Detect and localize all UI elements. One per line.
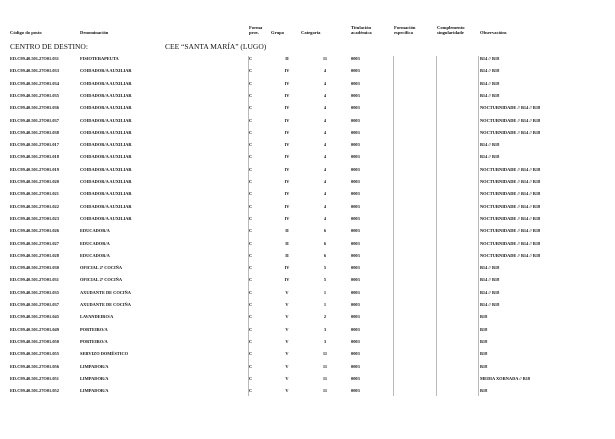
row-forma: C	[249, 117, 253, 123]
row-forma: C	[249, 338, 253, 344]
row-code: ED.C99.40.501.27O01.019	[10, 166, 59, 172]
table-row	[0, 179, 615, 191]
row-code: ED.C99.40.501.27O01.021	[10, 191, 59, 197]
row-categoria: 4	[323, 80, 327, 86]
row-categoria: 4	[323, 105, 327, 111]
row-denominacion: COIDADOR/A AUXILIAR	[80, 68, 132, 74]
row-observacions: MEDIA XORNADA // B18	[480, 375, 531, 381]
section-center-name: CEE “SANTA MARÍA” (LUGO)	[165, 42, 267, 51]
row-grupo: IV	[284, 142, 290, 148]
row-titulacion: 0003	[351, 228, 360, 234]
row-denominacion: EDUCADOR/A	[80, 252, 110, 258]
row-categoria: 4	[323, 215, 327, 221]
header-complemento-singularidade: singularidade	[437, 30, 464, 35]
row-forma: C	[249, 314, 253, 320]
row-forma: C	[249, 191, 253, 197]
row-forma: C	[249, 351, 253, 357]
row-observacions: B14 // B18	[480, 302, 500, 307]
row-grupo: IV	[284, 68, 290, 74]
row-observacions: B14 // B18	[480, 80, 500, 86]
row-titulacion: 0003	[351, 289, 360, 295]
row-forma: C	[249, 129, 253, 135]
row-titulacion: 0003	[351, 351, 360, 357]
row-grupo: IV	[284, 203, 290, 209]
table-row	[0, 364, 615, 376]
header-formacion-especifica: específica	[394, 30, 413, 35]
row-observacions: B14 // B18	[480, 289, 500, 295]
table-row	[0, 105, 615, 117]
row-grupo: V	[285, 351, 289, 357]
row-code: ED.C99.40.501.27O01.056	[10, 363, 59, 369]
row-forma: C	[249, 289, 253, 295]
row-code: ED.C99.40.501.27O01.050	[10, 338, 59, 344]
row-denominacion: EDUCADOR/A	[80, 240, 110, 246]
table-row	[0, 56, 615, 68]
row-titulacion: 0003	[351, 338, 360, 344]
row-categoria: 6	[323, 240, 327, 246]
header-categoria: Categoría	[301, 30, 321, 35]
row-titulacion: 0003	[351, 142, 360, 148]
row-observacions: NOCTURNIDADE // B14 // B18	[480, 117, 541, 123]
row-code: ED.C99.40.501.27O01.049	[10, 326, 59, 332]
row-grupo: II	[285, 228, 289, 234]
row-denominacion: COIDADOR/A AUXILIAR	[80, 191, 132, 197]
row-categoria: 2	[323, 314, 327, 320]
row-titulacion: 0003	[351, 105, 360, 111]
table-row	[0, 241, 615, 253]
table-row	[0, 167, 615, 179]
row-denominacion: LIMPADOR/A	[80, 388, 109, 394]
row-categoria: 11	[322, 388, 328, 394]
header-grupo: Grupo	[271, 30, 285, 35]
row-titulacion: 0003	[351, 129, 360, 135]
row-denominacion: COIDADOR/A AUXILIAR	[80, 80, 132, 86]
row-categoria: 4	[323, 166, 327, 172]
row-denominacion: COIDADOR/A AUXILIAR	[80, 129, 132, 135]
row-titulacion: 0003	[351, 166, 360, 172]
row-categoria: 4	[323, 203, 327, 209]
row-categoria: 3	[323, 338, 327, 344]
row-code: ED.C99.40.501.27O01.036	[10, 105, 59, 111]
row-grupo: IV	[284, 215, 290, 221]
row-observacions: B14 // B18	[480, 265, 500, 271]
row-forma: C	[249, 277, 253, 283]
row-titulacion: 0003	[351, 314, 360, 320]
table-row	[0, 228, 615, 240]
row-forma: C	[249, 56, 253, 61]
row-titulacion: 0003	[351, 265, 360, 271]
row-code: ED.C99.40.501.27O01.038	[10, 129, 59, 135]
row-denominacion: OFICIAL 2ª COCIÑA	[80, 265, 123, 271]
row-titulacion: 0003	[351, 117, 360, 123]
row-code: ED.C99.40.501.27O01.023	[10, 215, 59, 221]
header-codigo: Código do posto	[10, 30, 42, 35]
row-denominacion: EDUCADOR/A	[80, 228, 110, 234]
row-categoria: 1	[323, 302, 327, 307]
row-denominacion: COIDADOR/A AUXILIAR	[80, 105, 132, 111]
row-observacions: NOCTURNIDADE // B14 // B18	[480, 179, 541, 184]
row-observacions: NOCTURNIDADE // B14 // B18	[480, 166, 541, 172]
row-observacions: B14 // B18	[480, 154, 500, 160]
row-forma: C	[249, 252, 253, 258]
row-denominacion: AXUDANTE DE COCIÑA	[80, 289, 131, 295]
row-categoria: 4	[323, 142, 327, 148]
row-forma: C	[249, 203, 253, 209]
header-forma: Forma	[249, 25, 263, 30]
table-row	[0, 290, 615, 302]
row-titulacion: 0003	[351, 326, 360, 332]
header-forma-prov: prov.	[249, 30, 259, 35]
row-titulacion: 0003	[351, 68, 360, 74]
row-categoria: 5	[323, 265, 327, 271]
row-observacions: B14 // B18	[480, 142, 500, 148]
header-titulacion-academica: académica	[351, 30, 372, 35]
row-code: ED.C99.40.501.27O01.051	[10, 375, 59, 381]
header-titulacion: Titulación	[351, 25, 372, 30]
row-grupo: V	[285, 326, 289, 332]
row-titulacion: 0003	[351, 179, 360, 184]
header-complemento: Complemento	[437, 25, 465, 30]
row-observacions: NOCTURNIDADE // B14 // B18	[480, 228, 541, 234]
table-row	[0, 376, 615, 388]
row-code: ED.C99.40.501.27O01.045	[10, 314, 59, 320]
table-row	[0, 81, 615, 93]
row-categoria: 11	[322, 56, 328, 61]
row-code: ED.C99.40.501.27O01.027	[10, 240, 59, 246]
row-denominacion: COIDADOR/A AUXILIAR	[80, 215, 132, 221]
row-observacions: B14 // B18	[480, 68, 500, 74]
row-titulacion: 0003	[351, 363, 360, 369]
row-grupo: II	[285, 240, 289, 246]
row-observacions: B18	[480, 338, 488, 344]
row-grupo: IV	[284, 80, 290, 86]
row-code: ED.C99.40.501.27O01.035	[10, 289, 59, 295]
row-code: ED.C99.40.501.27O01.034	[10, 80, 59, 86]
row-grupo: II	[285, 56, 289, 61]
row-titulacion: 0003	[351, 277, 360, 283]
row-categoria: 1	[323, 289, 327, 295]
row-categoria: 4	[323, 154, 327, 160]
row-denominacion: OFICIAL 2ª COCIÑA	[80, 277, 123, 283]
row-categoria: 11	[322, 363, 328, 369]
table-row	[0, 216, 615, 228]
row-grupo: IV	[284, 129, 290, 135]
row-forma: C	[249, 388, 253, 394]
row-grupo: V	[285, 363, 289, 369]
row-grupo: V	[285, 302, 289, 307]
row-code: ED.C99.40.501.27O01.028	[10, 252, 59, 258]
row-grupo: IV	[284, 191, 290, 197]
row-forma: C	[249, 375, 253, 381]
row-denominacion: AXUDANTE DE COCIÑA	[80, 302, 131, 307]
table-row	[0, 154, 615, 166]
table-row	[0, 351, 615, 363]
row-titulacion: 0003	[351, 302, 360, 307]
row-code: ED.C99.40.501.27O01.037	[10, 117, 59, 123]
row-forma: C	[249, 228, 253, 234]
row-titulacion: 0003	[351, 80, 360, 86]
row-grupo: IV	[284, 265, 290, 271]
row-observacions: NOCTURNIDADE // B14 // B18	[480, 215, 541, 221]
row-titulacion: 0003	[351, 56, 360, 61]
row-forma: C	[249, 326, 253, 332]
row-denominacion: COIDADOR/A AUXILIAR	[80, 166, 132, 172]
row-categoria: 5	[323, 277, 327, 283]
row-observacions: B18	[480, 326, 488, 332]
row-forma: C	[249, 105, 253, 111]
table-row	[0, 277, 615, 289]
table-row	[0, 265, 615, 277]
table-row	[0, 327, 615, 339]
row-categoria: 4	[323, 129, 327, 135]
row-grupo: IV	[284, 105, 290, 111]
row-forma: C	[249, 142, 253, 148]
table-row	[0, 130, 615, 142]
row-denominacion: COIDADOR/A AUXILIAR	[80, 142, 132, 148]
header-formacion: Formación	[394, 25, 416, 30]
row-code: ED.C99.40.501.27O01.018	[10, 154, 59, 160]
row-forma: C	[249, 240, 253, 246]
row-categoria: 3	[323, 326, 327, 332]
row-categoria: 4	[323, 191, 327, 197]
row-categoria: 6	[323, 228, 327, 234]
table-row	[0, 93, 615, 105]
row-titulacion: 0003	[351, 191, 360, 197]
row-grupo: IV	[284, 277, 290, 283]
row-denominacion: COIDADOR/A AUXILIAR	[80, 203, 132, 209]
row-denominacion: PORTEIRO/A	[80, 338, 108, 344]
row-forma: C	[249, 68, 253, 74]
row-categoria: 4	[323, 68, 327, 74]
row-categoria: 4	[323, 92, 327, 98]
row-titulacion: 0003	[351, 252, 360, 258]
row-denominacion: SERVIZO DOMÉSTICO	[80, 351, 129, 357]
row-observacions: NOCTURNIDADE // B14 // B18	[480, 240, 541, 246]
row-denominacion: COIDADOR/A AUXILIAR	[80, 92, 132, 98]
row-observacions: NOCTURNIDADE // B14 // B18	[480, 252, 541, 258]
table-row	[0, 314, 615, 326]
row-categoria: 4	[323, 179, 327, 184]
row-observacions: B18	[480, 314, 488, 320]
row-code: ED.C99.40.501.27O01.026	[10, 228, 59, 234]
row-denominacion: LAVANDEIRO/A	[80, 314, 114, 320]
row-forma: C	[249, 154, 253, 160]
row-titulacion: 0003	[351, 375, 360, 381]
row-observacions: B18	[480, 388, 488, 394]
row-observacions: B18	[480, 351, 488, 357]
section-label: CENTRO DE DESTINO:	[10, 42, 88, 51]
row-code: ED.C99.40.501.27O01.052	[10, 388, 59, 394]
row-observacions: NOCTURNIDADE // B14 // B18	[480, 191, 541, 197]
row-code: ED.C99.40.501.27O01.055	[10, 351, 59, 357]
row-denominacion: COIDADOR/A AUXILIAR	[80, 154, 132, 160]
row-observacions: NOCTURNIDADE // B14 // B18	[480, 129, 541, 135]
row-titulacion: 0003	[351, 203, 360, 209]
table-row	[0, 204, 615, 216]
row-grupo: V	[285, 375, 289, 381]
row-code: ED.C99.40.501.27O01.033	[10, 68, 59, 74]
row-titulacion: 0003	[351, 215, 360, 221]
table-row	[0, 302, 615, 314]
row-forma: C	[249, 265, 253, 271]
table-row	[0, 339, 615, 351]
row-denominacion: PORTEIRO/A	[80, 326, 108, 332]
row-observacions: B14 // B18	[480, 56, 500, 61]
row-observacions: NOCTURNIDADE // B14 // B18	[480, 105, 541, 111]
row-forma: C	[249, 179, 253, 184]
row-grupo: V	[285, 338, 289, 344]
row-grupo: IV	[284, 179, 290, 184]
row-grupo: II	[285, 252, 289, 258]
table-row	[0, 118, 615, 130]
row-categoria: 6	[323, 252, 327, 258]
row-denominacion: LIMPADOR/A	[80, 375, 109, 381]
row-forma: C	[249, 302, 253, 307]
row-forma: C	[249, 92, 253, 98]
header-observacions: Observacións	[480, 30, 507, 35]
table-row	[0, 388, 615, 400]
row-code: ED.C99.40.501.27O01.031	[10, 56, 59, 61]
table-row	[0, 68, 615, 80]
row-code: ED.C99.40.501.27O01.020	[10, 179, 59, 184]
row-code: ED.C99.40.501.27O01.030	[10, 265, 59, 271]
row-code: ED.C99.40.501.27O01.017	[10, 142, 59, 148]
row-denominacion: COIDADOR/A AUXILIAR	[80, 179, 132, 184]
row-code: ED.C99.40.501.27O01.031	[10, 277, 59, 283]
row-forma: C	[249, 166, 253, 172]
row-titulacion: 0003	[351, 154, 360, 160]
row-code: ED.C99.40.501.27O01.035	[10, 92, 59, 98]
row-code: ED.C99.40.501.27O01.022	[10, 203, 59, 209]
row-grupo: IV	[284, 117, 290, 123]
row-categoria: 11	[322, 351, 328, 357]
table-row	[0, 191, 615, 203]
row-grupo: IV	[284, 92, 290, 98]
row-titulacion: 0003	[351, 240, 360, 246]
row-titulacion: 0003	[351, 92, 360, 98]
row-observacions: B18	[480, 363, 488, 369]
row-categoria: 11	[322, 375, 328, 381]
table-row	[0, 253, 615, 265]
row-grupo: V	[285, 388, 289, 394]
row-categoria: 4	[323, 117, 327, 123]
row-forma: C	[249, 215, 253, 221]
row-titulacion: 0003	[351, 388, 360, 394]
row-forma: C	[249, 80, 253, 86]
row-code: ED.C99.40.501.27O01.037	[10, 302, 59, 307]
row-grupo: IV	[284, 166, 290, 172]
row-denominacion: FISIOTERAPEUTA	[80, 56, 119, 61]
table-row	[0, 142, 615, 154]
row-observacions: B14 // B18	[480, 277, 500, 283]
row-observacions: B14 // B18	[480, 92, 500, 98]
row-observacions: NOCTURNIDADE // B14 // B18	[480, 203, 541, 209]
header-denominacion: Denominación	[80, 30, 109, 35]
row-grupo: IV	[284, 154, 290, 160]
row-denominacion: LIMPADOR/A	[80, 363, 109, 369]
row-denominacion: COIDADOR/A AUXILIAR	[80, 117, 132, 123]
row-grupo: V	[285, 289, 289, 295]
row-grupo: V	[285, 314, 289, 320]
row-forma: C	[249, 363, 253, 369]
